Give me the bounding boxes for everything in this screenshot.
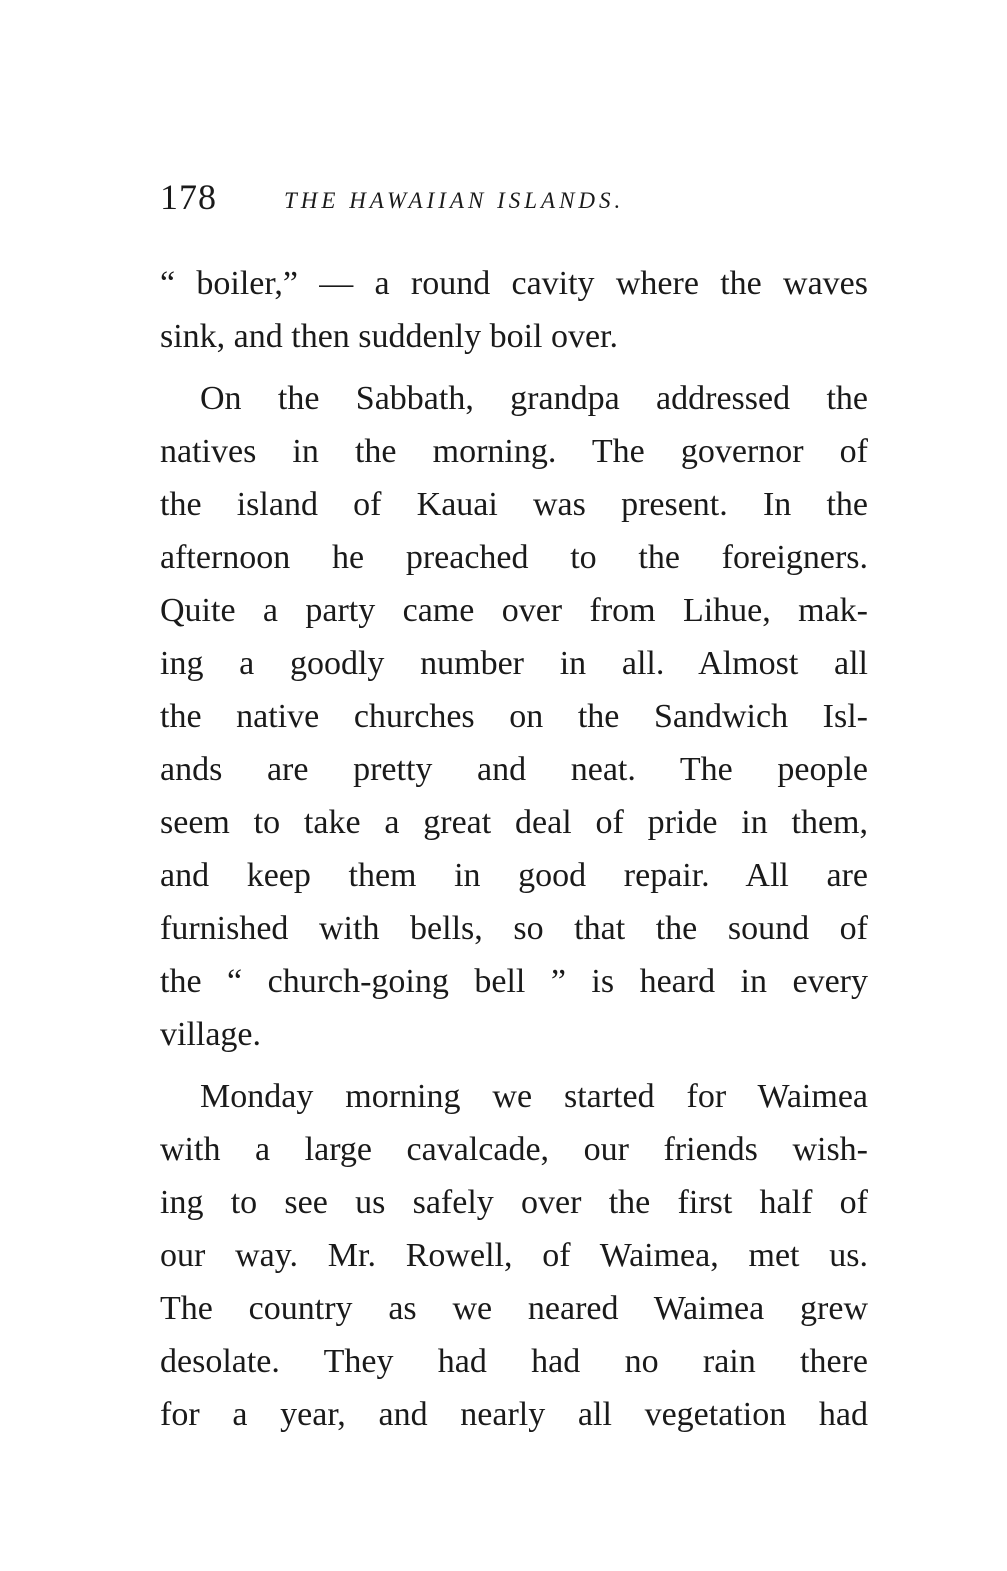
text-line: the native churches on the Sandwich Isl-: [160, 698, 868, 735]
text-line: ands are pretty and neat. The people: [160, 751, 868, 788]
text-line: desolate. They had had no rain there: [160, 1343, 868, 1380]
text-line: On the Sabbath, grandpa addressed the: [200, 380, 868, 417]
text-line: “ boiler,” — a round cavity where the waves: [160, 265, 868, 302]
text-line: for a year, and nearly all vegetation had: [160, 1396, 868, 1433]
text-line: furnished with bells, so that the sound of: [160, 910, 868, 947]
text-line: village.: [160, 1016, 262, 1053]
text-line: our way. Mr. Rowell, of Waimea, met us.: [160, 1237, 868, 1274]
page-number: 178: [160, 177, 217, 217]
body-text: [160, 257, 868, 1441]
text-line: Quite a party came over from Lihue, mak-: [160, 592, 868, 629]
paragraph: [160, 257, 868, 363]
text-line: The country as we neared Waimea grew: [160, 1290, 868, 1327]
text-line: and keep them in good repair. All are: [160, 857, 868, 894]
text-line: ing a goodly number in all. Almost all: [160, 645, 868, 682]
text-line: the island of Kauai was present. In the: [160, 486, 868, 523]
text-line: the “ church-going bell ” is heard in every: [160, 963, 868, 1000]
text-line: Monday morning we started for Waimea: [200, 1078, 868, 1115]
text-line: with a large cavalcade, our friends wish-: [160, 1131, 868, 1168]
text-line: seem to take a great deal of pride in them,: [160, 804, 868, 841]
text-line: natives in the morning. The governor of: [160, 433, 868, 470]
paragraph: [160, 1070, 868, 1441]
text-line: afternoon he preached to the foreigners.: [160, 539, 868, 576]
text-line: sink, and then suddenly boil over.: [160, 318, 619, 355]
running-head: [160, 172, 880, 222]
text-line: ing to see us safely over the first half of: [160, 1184, 868, 1221]
paragraph: [160, 372, 868, 1061]
running-title: THE HAWAIIAN ISLANDS.: [284, 188, 625, 213]
